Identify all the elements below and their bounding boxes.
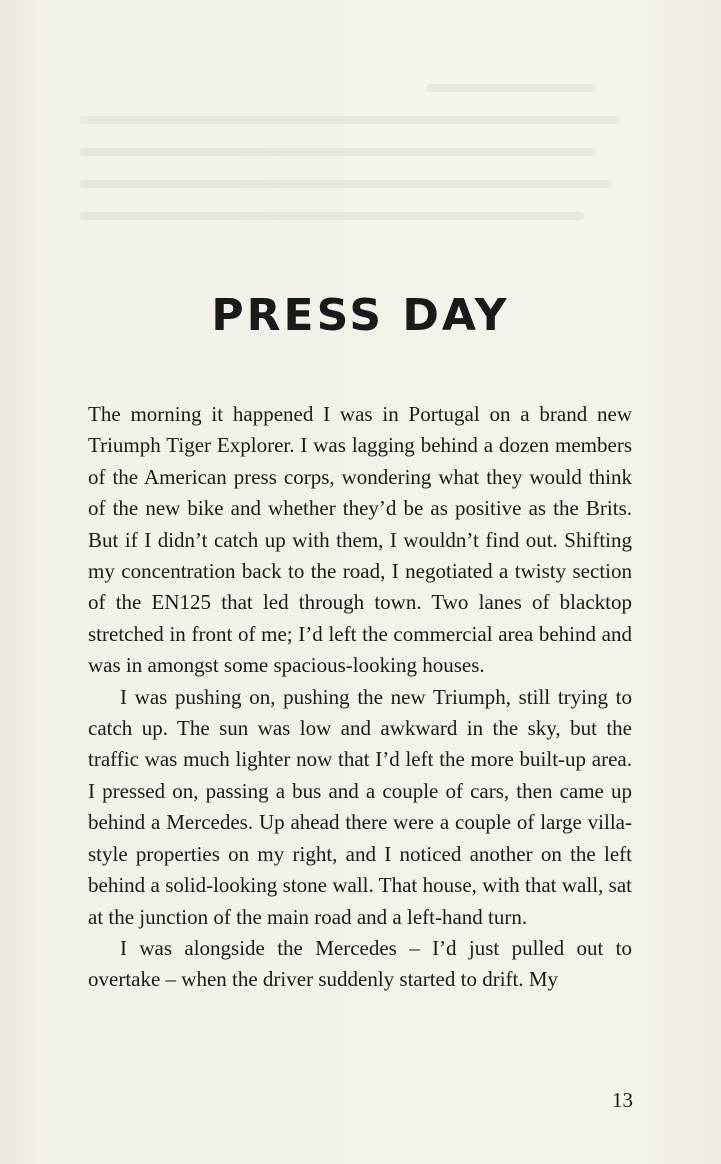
chapter-title: PRESS DAY — [211, 290, 510, 341]
paragraph-3: I was alongside the Mercedes – I’d just pulled out to overtake – when the driver suddenly started to drift. My — [88, 935, 632, 992]
paragraph-2: I was pushing on, pushing the new Triumph, still trying to catch up. The sun was low and awkward in the sky, but the traffic was much lighter now that I’d left the more built-up area. I pressed on, passing a bus and a couple of cars, then came up behind a Mercedes. Up ahead there were a couple of large villa-style properties on my right, and I noticed another on the left behind a solid-looking stone wall. That house, with that wall, sat at the junction of the main road and a left-hand turn. — [88, 684, 632, 929]
body-text — [88, 399, 632, 996]
page-number: 13 — [612, 1088, 633, 1112]
show-through-text — [80, 60, 640, 290]
paragraph-1: The morning it happened I was in Portugal on a brand new Triumph Tiger Explorer. I was lagging behind a dozen members of the American press corps, wondering what they would think of the new bike and whether they’d be as positive as the Brits. But if I didn’t catch up with them, I wouldn’t find out. Shifting my concentration back to the road, I negotiated a twisty section of the EN125 that led through town. Two lanes of blacktop stretched in front of me; I’d left the commercial area behind and was in amongst some spacious-looking houses. — [88, 402, 632, 678]
